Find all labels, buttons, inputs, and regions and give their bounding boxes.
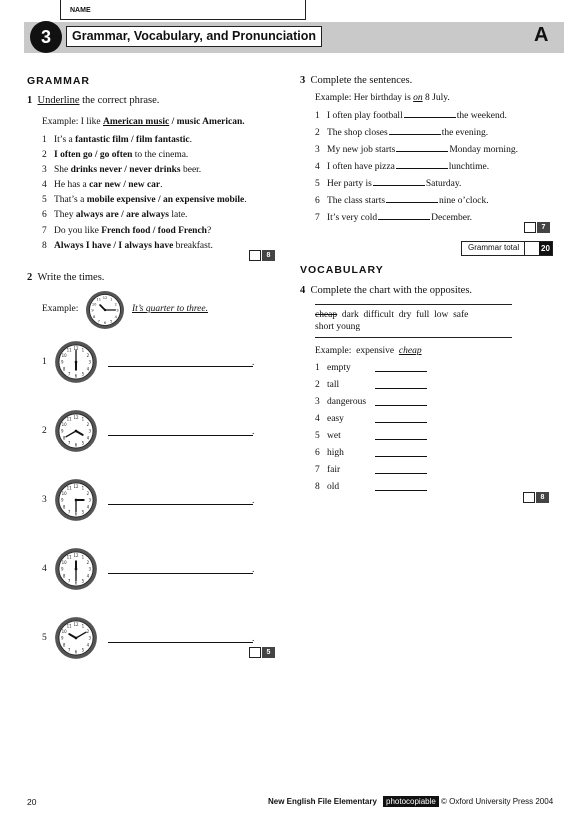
q1-instruction: [27, 95, 159, 106]
svg-text:3: 3: [88, 428, 92, 434]
q1-items: [42, 135, 247, 256]
svg-text:5: 5: [81, 509, 85, 515]
item-number: 3: [315, 397, 320, 407]
answer-blank[interactable]: [375, 465, 427, 474]
svg-text:11: 11: [66, 416, 72, 422]
svg-text:6: 6: [74, 649, 78, 655]
name-box[interactable]: [60, 0, 306, 20]
item-number: 1: [42, 135, 47, 145]
item-number: 5: [42, 195, 47, 206]
answer-line-end: .: [252, 496, 255, 506]
svg-text:3: 3: [88, 359, 92, 365]
item-options[interactable]: car new / new car: [89, 180, 161, 191]
svg-text:1: 1: [81, 623, 85, 629]
item-word: tall: [327, 380, 340, 390]
item-number: 5: [315, 431, 320, 441]
svg-text:8: 8: [62, 366, 66, 372]
item-text-end: nine o’clock.: [439, 196, 489, 206]
svg-text:2: 2: [86, 421, 90, 427]
q3-example: [315, 93, 450, 103]
item-options[interactable]: drinks never / never drinks: [70, 165, 181, 176]
svg-text:10: 10: [91, 302, 97, 307]
answer-blank[interactable]: [375, 414, 427, 423]
version-letter: A: [534, 24, 549, 46]
item-number: 7: [315, 465, 320, 475]
item-text: It’s very cold: [327, 213, 378, 223]
svg-text:3: 3: [88, 635, 92, 641]
svg-text:7: 7: [67, 509, 71, 515]
item-number: 1: [315, 111, 320, 121]
answer-blank[interactable]: [396, 160, 448, 169]
item-number: 7: [42, 225, 47, 236]
answer-line-end: .: [252, 634, 255, 644]
item-text: Her party is: [327, 179, 372, 189]
svg-text:9: 9: [60, 635, 64, 641]
item-number: 4: [315, 162, 320, 172]
word-box-line2: short young: [315, 322, 361, 332]
q1-item[interactable]: [42, 165, 247, 180]
item-text: The class starts: [327, 196, 386, 206]
q4-example-answer: cheap: [398, 346, 422, 356]
answer-blank[interactable]: [375, 380, 427, 389]
svg-text:9: 9: [60, 359, 64, 365]
q3-example-rest: 8 July.: [422, 93, 450, 103]
svg-text:2: 2: [86, 628, 90, 634]
item-number: 5: [315, 179, 320, 189]
q4-item: [315, 448, 366, 465]
item-options[interactable]: French food / food French: [101, 225, 207, 236]
word-box-bottom-rule: [315, 337, 512, 338]
q2-item-number: 3: [42, 495, 47, 505]
q4-item: [315, 414, 366, 431]
grammar-total-max: 20: [539, 242, 552, 255]
score-entry-box[interactable]: [249, 647, 261, 658]
q4-number: 4: [300, 285, 306, 296]
svg-text:10: 10: [61, 490, 67, 496]
q3-item: [315, 143, 518, 160]
name-label: NAME: [70, 7, 91, 14]
grammar-total-box: [461, 241, 553, 256]
item-text-end: late.: [168, 210, 188, 221]
answer-blank[interactable]: [386, 194, 438, 203]
answer-line[interactable]: [108, 504, 253, 505]
svg-text:3: 3: [88, 566, 92, 572]
svg-text:11: 11: [66, 623, 72, 629]
item-text: She: [54, 165, 71, 176]
svg-text:10: 10: [61, 421, 67, 427]
svg-text:3: 3: [88, 497, 92, 503]
svg-text:4: 4: [86, 573, 90, 579]
item-number: 1: [315, 363, 320, 373]
svg-text:1: 1: [81, 554, 85, 560]
item-number: 4: [42, 180, 47, 191]
score-entry-box[interactable]: [249, 250, 261, 261]
answer-blank[interactable]: [375, 431, 427, 440]
item-word: dangerous: [327, 397, 367, 407]
answer-blank[interactable]: [373, 177, 425, 186]
svg-text:6: 6: [74, 511, 78, 517]
answer-blank[interactable]: [375, 482, 427, 491]
q3-example-answer: on: [413, 93, 423, 103]
item-text: I often have pizza: [327, 162, 395, 172]
unit-number: 3: [30, 21, 62, 53]
item-number: 2: [315, 128, 320, 138]
q2-instruction: [27, 272, 104, 283]
item-word: wet: [327, 431, 341, 441]
answer-blank[interactable]: [404, 109, 456, 118]
word-box-words: dark difficult dry full low safe: [337, 310, 469, 320]
svg-text:5: 5: [81, 440, 85, 446]
q4-score: [523, 492, 549, 503]
item-options[interactable]: I often go / go often: [54, 150, 133, 161]
item-word: empty: [327, 363, 351, 373]
q3-items: [315, 109, 518, 228]
item-text-end: Saturday.: [425, 179, 462, 189]
q3-item: [315, 211, 518, 228]
svg-text:6: 6: [103, 321, 107, 325]
item-number: 6: [315, 196, 320, 206]
svg-text:5: 5: [81, 647, 85, 653]
page-title: Grammar, Vocabulary, and Pronunciation: [66, 26, 322, 47]
svg-text:9: 9: [60, 497, 64, 503]
item-number: 6: [42, 210, 47, 221]
item-text-end: .: [244, 195, 247, 206]
page-number: 20: [27, 797, 37, 807]
svg-text:11: 11: [66, 347, 72, 353]
q4-item: [315, 397, 366, 414]
svg-text:7: 7: [97, 319, 100, 324]
svg-text:9: 9: [60, 428, 64, 434]
answer-line[interactable]: [108, 573, 253, 574]
answer-blank[interactable]: [389, 126, 441, 135]
svg-text:6: 6: [74, 580, 78, 586]
svg-text:6: 6: [74, 442, 78, 448]
svg-text:8: 8: [62, 642, 66, 648]
q4-item: [315, 465, 366, 482]
item-text-end: to the cinema.: [132, 150, 189, 161]
q1-item[interactable]: [42, 195, 247, 210]
item-word: easy: [327, 414, 344, 424]
svg-text:12: 12: [73, 345, 79, 351]
svg-text:1: 1: [81, 416, 85, 422]
score-max: 5: [262, 647, 275, 658]
q2-item-number: 4: [42, 564, 47, 574]
q2-score: [249, 647, 275, 658]
item-text-end: the evening.: [441, 128, 489, 138]
score-entry-box[interactable]: [523, 492, 535, 503]
q1-instruction-text: the correct phrase.: [79, 95, 160, 106]
q2-example-answer: It’s quarter to three.: [132, 304, 208, 314]
svg-text:3: 3: [116, 308, 119, 313]
q2-instruction-text: Write the times.: [37, 272, 105, 283]
item-text: They: [54, 210, 76, 221]
item-number: 2: [42, 150, 47, 161]
svg-text:12: 12: [73, 552, 79, 558]
q4-item: [315, 482, 366, 499]
svg-text:4: 4: [114, 314, 117, 319]
svg-text:7: 7: [67, 440, 71, 446]
answer-blank[interactable]: [375, 448, 427, 457]
item-text-end: lunchtime.: [448, 162, 490, 172]
answer-line[interactable]: [108, 366, 253, 367]
grammar-total-entry[interactable]: [524, 242, 539, 255]
item-text-end: .: [160, 180, 163, 191]
q4-item: [315, 363, 366, 380]
item-text: That’s a: [54, 195, 87, 206]
svg-text:8: 8: [62, 435, 66, 441]
score-entry-box[interactable]: [524, 222, 536, 233]
item-word: high: [327, 448, 344, 458]
q1-example-rest: / music American.: [169, 117, 245, 127]
q1-item[interactable]: [42, 150, 247, 165]
item-text-end: the weekend.: [456, 111, 507, 121]
svg-text:2: 2: [86, 490, 90, 496]
q1-number: 1: [27, 95, 33, 106]
svg-text:12: 12: [102, 296, 108, 300]
svg-text:8: 8: [62, 573, 66, 579]
item-text: I often play football: [327, 111, 403, 121]
word-box-top-rule: [315, 304, 512, 305]
svg-text:4: 4: [86, 504, 90, 510]
grammar-total-label: Grammar total: [468, 243, 520, 252]
answer-blank[interactable]: [378, 211, 430, 220]
item-text: Do you like: [54, 225, 102, 236]
svg-text:4: 4: [86, 642, 90, 648]
q3-score: [524, 222, 550, 233]
q2-example-label: Example:: [42, 304, 79, 314]
q3-item: [315, 177, 518, 194]
q3-instruction: [300, 75, 412, 86]
item-text: My new job starts: [327, 145, 396, 155]
svg-text:4: 4: [86, 366, 90, 372]
svg-text:1: 1: [110, 297, 113, 302]
q4-item: [315, 431, 366, 448]
svg-text:9: 9: [60, 566, 64, 572]
grammar-heading: GRAMMAR: [27, 75, 90, 87]
q3-item: [315, 160, 518, 177]
item-number: 3: [315, 145, 320, 155]
svg-text:10: 10: [61, 628, 67, 634]
word-box-struck-word: cheap: [315, 310, 338, 320]
q4-example: [315, 346, 422, 356]
svg-text:7: 7: [67, 647, 71, 653]
q2-number: 2: [27, 272, 33, 283]
q1-example-answer: American music: [102, 117, 170, 127]
q1-underline-word: Underline: [37, 95, 80, 106]
clock-icon: [54, 547, 98, 596]
q4-instruction-text: Complete the chart with the opposites.: [310, 285, 473, 296]
score-max: 8: [262, 250, 275, 261]
svg-text:5: 5: [110, 319, 113, 324]
item-text: He has a: [54, 180, 90, 191]
svg-text:5: 5: [81, 578, 85, 584]
svg-text:9: 9: [91, 308, 94, 313]
q1-item[interactable]: [42, 135, 247, 150]
q1-item[interactable]: [42, 180, 247, 195]
vocabulary-heading: VOCABULARY: [300, 264, 384, 276]
item-options[interactable]: Always I have / I always have: [54, 240, 174, 251]
answer-blank[interactable]: [375, 363, 427, 372]
q1-score: [249, 250, 275, 261]
answer-blank[interactable]: [375, 397, 427, 406]
item-number: 6: [315, 448, 320, 458]
q1-example: [42, 117, 245, 127]
svg-text:7: 7: [67, 578, 71, 584]
item-number: 8: [42, 240, 47, 251]
svg-text:4: 4: [86, 435, 90, 441]
q4-instruction: [300, 285, 472, 296]
item-number: 4: [315, 414, 320, 424]
svg-text:8: 8: [93, 314, 96, 319]
item-word: fair: [327, 465, 341, 475]
item-number: 3: [42, 165, 47, 176]
svg-text:12: 12: [73, 483, 79, 489]
answer-line-end: .: [252, 427, 255, 437]
svg-text:2: 2: [86, 559, 90, 565]
answer-blank[interactable]: [396, 143, 448, 152]
answer-line-end: .: [252, 565, 255, 575]
svg-text:5: 5: [81, 371, 85, 377]
score-max: 7: [537, 222, 550, 233]
item-text-end: ?: [206, 225, 212, 236]
q3-instruction-text: Complete the sentences.: [310, 75, 413, 86]
q3-number: 3: [300, 75, 306, 86]
item-text: It’s a: [54, 135, 76, 145]
photocopiable-badge: photocopiable: [383, 796, 439, 807]
q1-item[interactable]: [42, 241, 247, 256]
answer-line-end: .: [252, 358, 255, 368]
q4-item: [315, 380, 366, 397]
item-text: The shop closes: [327, 128, 388, 138]
svg-text:10: 10: [61, 559, 67, 565]
score-max: 8: [536, 492, 549, 503]
item-number: 2: [315, 380, 320, 390]
svg-text:10: 10: [61, 352, 67, 358]
svg-text:11: 11: [96, 297, 102, 302]
answer-line[interactable]: [108, 435, 253, 436]
svg-text:11: 11: [66, 485, 72, 491]
svg-text:8: 8: [62, 504, 66, 510]
svg-text:1: 1: [81, 347, 85, 353]
clock-icon: [54, 478, 98, 527]
q1-item[interactable]: [42, 226, 247, 241]
svg-text:2: 2: [86, 352, 90, 358]
footer-copyright: © Oxford University Press 2004: [441, 797, 554, 806]
example-clock-icon: [85, 290, 125, 335]
q2-item-number: 5: [42, 633, 47, 643]
clock-icon: [54, 409, 98, 458]
q3-item: [315, 126, 518, 143]
item-number: 8: [315, 482, 320, 492]
q4-example-prefix: Example: expensive: [315, 346, 399, 356]
svg-text:12: 12: [73, 621, 79, 627]
item-text-end: December.: [431, 213, 473, 223]
item-number: 7: [315, 213, 320, 223]
item-text-end: breakfast.: [173, 240, 213, 251]
q2-item-number: 2: [42, 426, 47, 436]
q3-example-prefix: Example: Her birthday is: [315, 93, 414, 103]
svg-text:11: 11: [66, 554, 72, 560]
item-text-end: .: [189, 135, 192, 145]
svg-text:7: 7: [67, 371, 71, 377]
svg-text:1: 1: [81, 485, 85, 491]
item-text-end: Monday morning.: [449, 145, 518, 155]
q3-item: [315, 194, 518, 211]
item-options[interactable]: always are / are always: [75, 210, 169, 221]
item-options[interactable]: fantastic film / film fantastic: [75, 135, 190, 145]
svg-text:12: 12: [73, 414, 79, 420]
item-text-end: beer.: [180, 165, 202, 176]
q2-item-number: 1: [42, 357, 47, 367]
word-box-line1: [315, 310, 468, 320]
q4-items: [315, 363, 366, 499]
footer-book-title: New English File Elementary: [268, 797, 377, 806]
q1-item[interactable]: [42, 210, 247, 225]
clock-icon: [54, 340, 98, 389]
answer-line[interactable]: [108, 642, 253, 643]
item-word: old: [327, 482, 340, 492]
q1-example-prefix: Example: I like: [42, 117, 103, 127]
q3-item: [315, 109, 518, 126]
item-options[interactable]: mobile expensive / an expensive mobile: [86, 195, 245, 206]
svg-text:6: 6: [74, 373, 78, 379]
svg-text:2: 2: [114, 302, 117, 307]
clock-icon: [54, 616, 98, 665]
